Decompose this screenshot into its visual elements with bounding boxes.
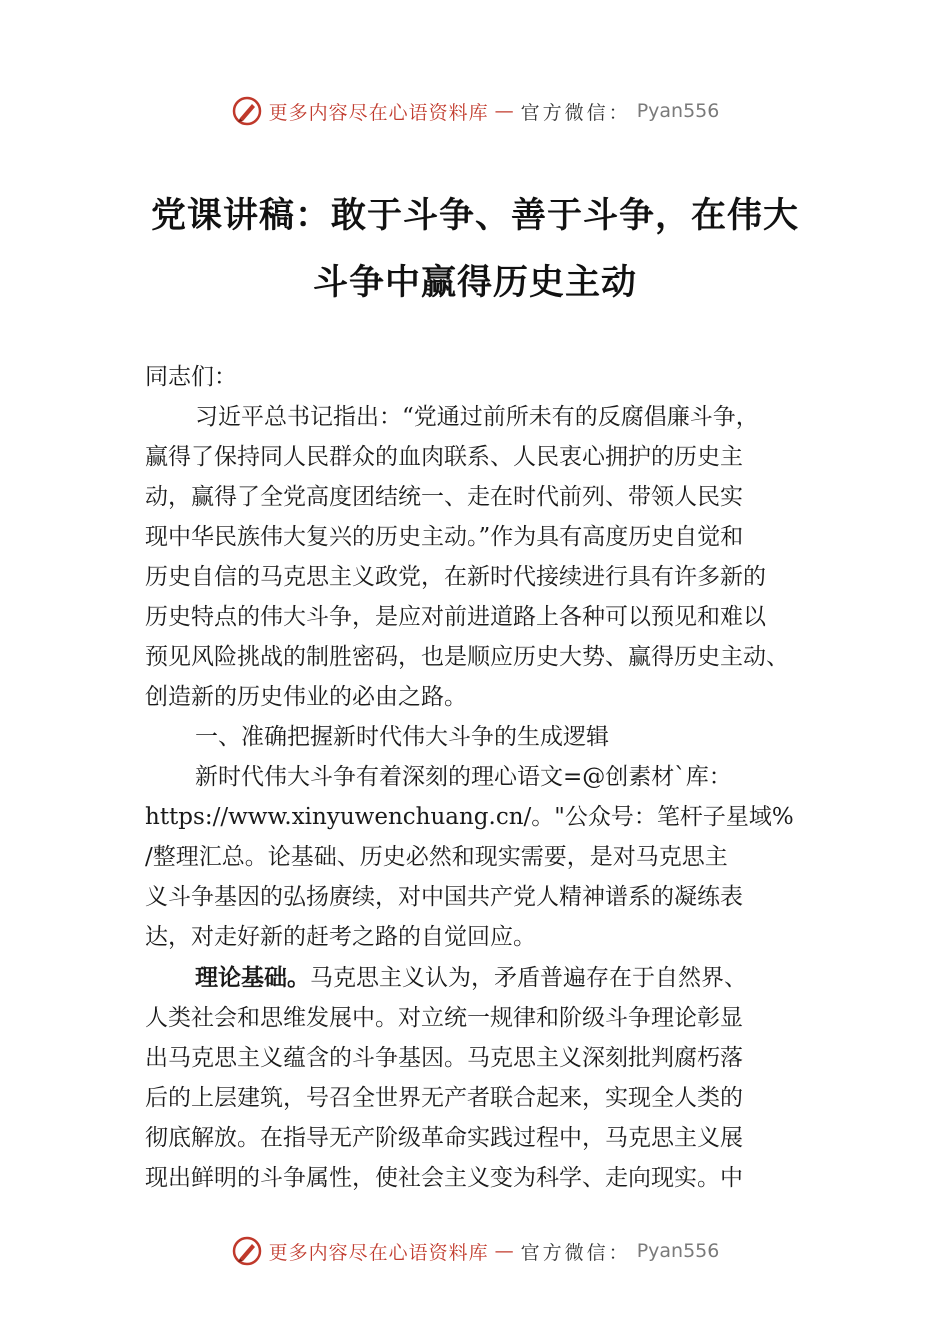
paragraph-line: 义斗争基因的弘扬赓续，对中国共产党人精神谱系的凝练表 — [145, 884, 743, 910]
paragraph-line: 新时代伟大斗争有着深刻的理心语文=@创素材`库： — [195, 764, 732, 790]
watermark-separator: — — [494, 1240, 515, 1262]
paragraph-line: 出马克思主义蕴含的斗争基因。马克思主义深刻批判腐朽落 — [145, 1045, 743, 1071]
watermark-wechat-id: Pyan556 — [636, 1240, 720, 1262]
paragraph-line: 达，对走好新的赶考之路的自觉回应。 — [145, 924, 536, 950]
pen-logo-icon — [231, 1235, 263, 1267]
paragraph-3 — [145, 958, 835, 1198]
header-watermark — [0, 95, 950, 127]
paragraph-line: 预见风险挑战的制胜密码，也是顺应历史大势、赢得历史主动、 — [145, 644, 789, 670]
watermark-brand: 更多内容尽在心语资料库 — [268, 1241, 489, 1264]
watermark-label: 官方微信： — [520, 1241, 631, 1264]
paragraph-line: 历史自信的马克思主义政党，在新时代接续进行具有许多新的 — [145, 564, 766, 590]
paragraph-line: 赢得了保持同人民群众的血肉联系、人民衷心拥护的历史主 — [145, 444, 743, 470]
paragraph-line: https://www.xinyuwenchuang.cn/。"公众号：笔杆子星域% — [145, 804, 794, 830]
watermark-label: 官方微信： — [520, 101, 631, 124]
watermark-brand: 更多内容尽在心语资料库 — [268, 101, 489, 124]
document-body — [145, 357, 835, 957]
paragraph-lead: 理论基础。 — [195, 965, 310, 991]
paragraph-line: 现出鲜明的斗争属性，使社会主义变为科学、走向现实。中 — [145, 1165, 743, 1191]
paragraph-line: 创造新的历史伟业的必由之路。 — [145, 684, 467, 710]
watermark-wechat-id: Pyan556 — [636, 100, 720, 122]
paragraph-line: 习近平总书记指出：“党通过前所未有的反腐倡廉斗争， — [195, 404, 759, 430]
paragraph-1 — [145, 397, 835, 717]
paragraph-text: 马克思主义认为，矛盾普遍存在于自然界、 — [310, 965, 747, 991]
document-title-line-2: 斗争中赢得历史主动 — [312, 262, 637, 303]
paragraph-line: 动，赢得了全党高度团结统一、走在时代前列、带领人民实 — [145, 484, 743, 510]
paragraph-line: 彻底解放。在指导无产阶级革命实践过程中，马克思主义展 — [145, 1125, 743, 1151]
footer-watermark — [0, 1235, 950, 1267]
paragraph-line: 人类社会和思维发展中。对立统一规律和阶级斗争理论彰显 — [145, 1005, 743, 1031]
paragraph-line — [145, 958, 835, 998]
pen-logo-icon — [231, 95, 263, 127]
salutation: 同志们： — [145, 364, 237, 390]
paragraph-line: /整理汇总。论基础、历史必然和现实需要，是对马克思主 — [145, 844, 728, 870]
watermark-separator: — — [494, 100, 515, 122]
document-title-line-1: 党课讲稿：敢于斗争、善于斗争，在伟大 — [150, 195, 799, 236]
paragraph-line: 历史特点的伟大斗争，是应对前进道路上各种可以预见和难以 — [145, 604, 766, 630]
paragraph-line: 现中华民族伟大复兴的历史主动。”作为具有高度历史自觉和 — [145, 524, 744, 550]
paragraph-line: 后的上层建筑，号召全世界无产者联合起来，实现全人类的 — [145, 1085, 743, 1111]
paragraph-2 — [145, 757, 835, 957]
section-heading: 一、准确把握新时代伟大斗争的生成逻辑 — [195, 724, 609, 750]
